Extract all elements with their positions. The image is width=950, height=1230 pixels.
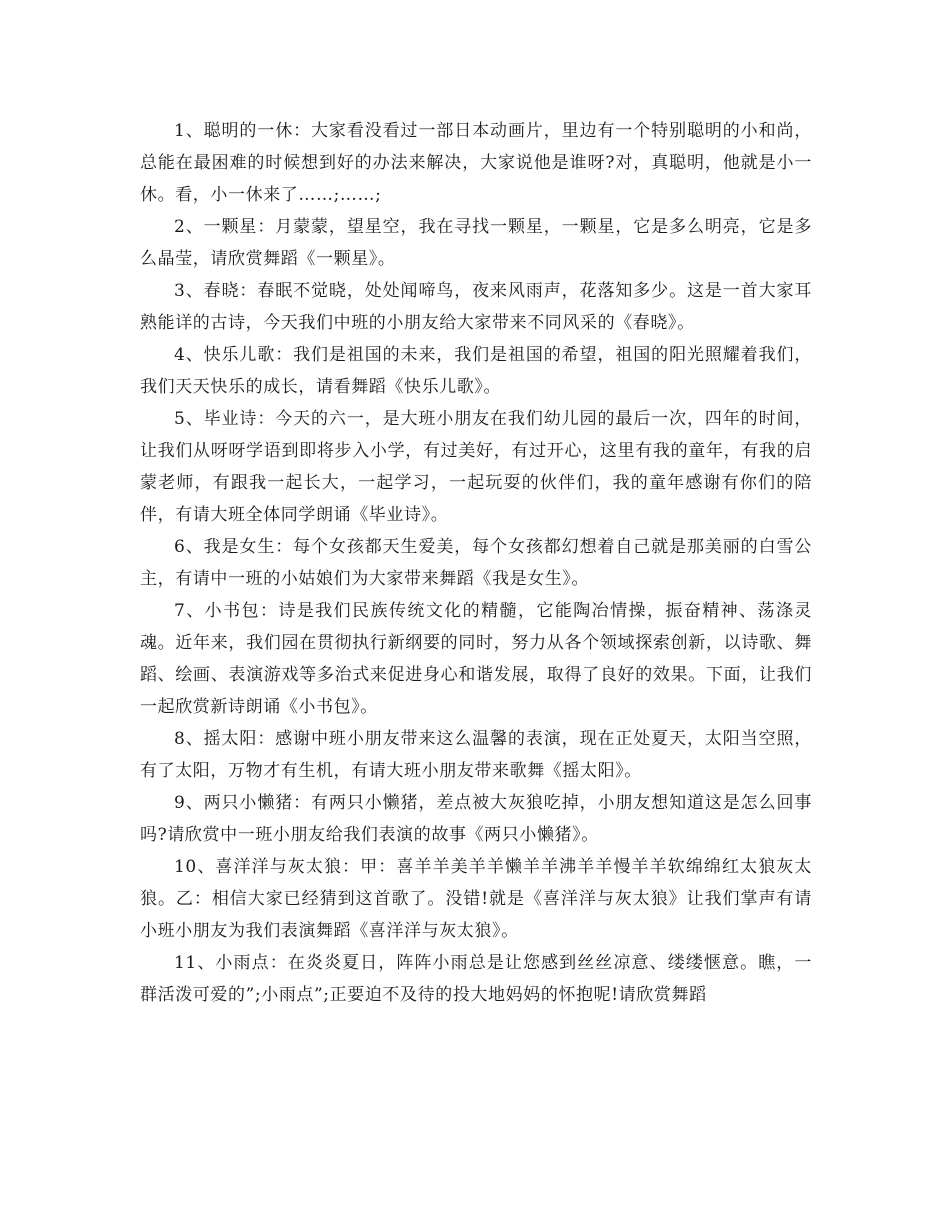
document-body [140,115,812,1011]
paragraph-3: 3、春晓：春眠不觉晓，处处闻啼鸟，夜来风雨声，花落知多少。这是一首大家耳熟能详的古诗，今天我们中班的小朋友给大家带来不同风采的《春晓》。 [140,281,812,333]
paragraph-2: 2、一颗星：月蒙蒙，望星空，我在寻找一颗星，一颗星，它是多么明亮，它是多么晶莹，请欣赏舞蹈《一颗星》。 [140,217,812,269]
paragraph-5: 5、毕业诗：今天的六一，是大班小朋友在我们幼儿园的最后一次，四年的时间，让我们从呀呀学语到即将步入小学，有过美好，有过开心，这里有我的童年，有我的启蒙老师，有跟我一起长大，一起学习，一起玩耍的伙伴们，我的童年感谢有你们的陪伴，有请大班全体同学朗诵《毕业诗》。 [140,409,812,525]
paragraph-8: 8、摇太阳：感谢中班小朋友带来这么温馨的表演，现在正处夏天，太阳当空照，有了太阳，万物才有生机，有请大班小朋友带来歌舞《摇太阳》。 [140,729,812,781]
paragraph-4: 4、快乐儿歌：我们是祖国的未来，我们是祖国的希望，祖国的阳光照耀着我们，我们天天快乐的成长，请看舞蹈《快乐儿歌》。 [140,345,812,397]
paragraph-11: 11、小雨点：在炎炎夏日，阵阵小雨总是让您感到丝丝凉意、缕缕惬意。瞧，一群活泼可爱的”;小雨点”;正要迫不及待的投大地妈妈的怀抱呢!请欣赏舞蹈 [140,953,812,1005]
paragraph-1: 1、聪明的一休：大家看没看过一部日本动画片，里边有一个特别聪明的小和尚，总能在最困难的时候想到好的办法来解决，大家说他是谁呀?对，真聪明，他就是小一休。看，小一休来了……;……; [140,121,812,205]
paragraph-6: 6、我是女生：每个女孩都天生爱美，每个女孩都幻想着自己就是那美丽的白雪公主，有请中一班的小姑娘们为大家带来舞蹈《我是女生》。 [140,537,812,589]
paragraph-10: 10、喜洋洋与灰太狼：甲：喜羊羊美羊羊懒羊羊沸羊羊慢羊羊软绵绵红太狼灰太狼。乙：相信大家已经猜到这首歌了。没错!就是《喜洋洋与灰太狼》让我们掌声有请小班小朋友为我们表演舞蹈《喜洋洋与灰太狼》。 [140,857,812,941]
paragraph-7: 7、小书包：诗是我们民族传统文化的精髓，它能陶冶情操，振奋精神、荡涤灵魂。近年来，我们园在贯彻执行新纲要的同时，努力从各个领域探索创新，以诗歌、舞蹈、绘画、表演游戏等多治式来促进身心和谐发展，取得了良好的效果。下面，让我们一起欣赏新诗朗诵《小书包》。 [140,601,812,717]
paragraph-9: 9、两只小懒猪：有两只小懒猪，差点被大灰狼吃掉，小朋友想知道这是怎么回事吗?请欣赏中一班小朋友给我们表演的故事《两只小懒猪》。 [140,793,812,845]
